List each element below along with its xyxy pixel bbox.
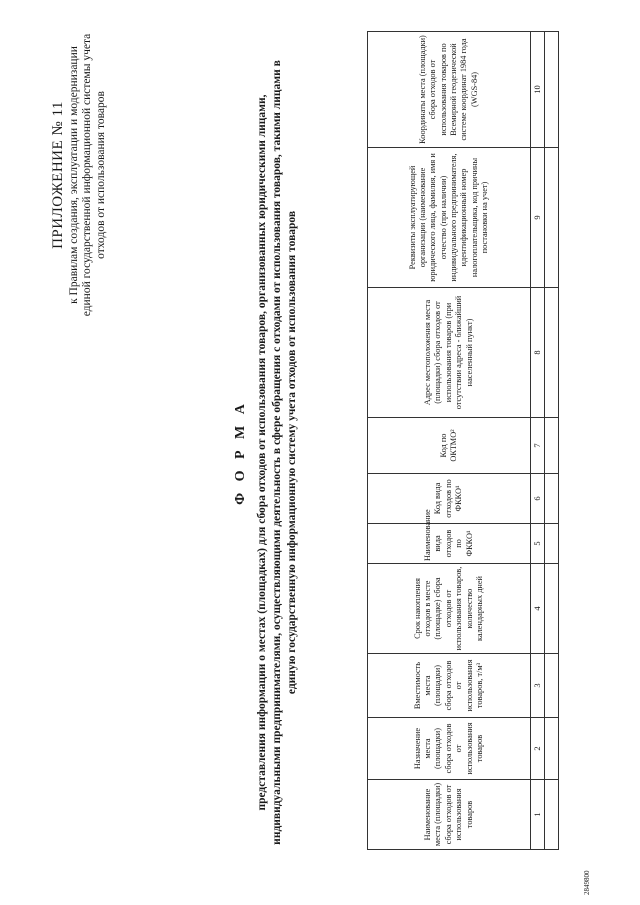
empty-cell	[544, 474, 558, 524]
empty-cell	[544, 418, 558, 474]
column-header: Адрес местоположения места (площадки) сбора отходов от использования товаров (при отсутствии адреса - ближайший населенный пункт)	[368, 288, 531, 418]
column-number: 2	[531, 718, 545, 780]
appendix-subtitle: к Правилам создания, эксплуатации и модернизации единой государственной информационной системы учета отходов от использования товаров	[67, 33, 107, 317]
column-header: Реквизиты эксплуатирующей организации (наименование юридического лица, фамилия, имя и отчество (при наличии) индивидуального предпринимателя, идентификационный номер налогоплательщика, код причины постановки на учет)	[368, 148, 531, 288]
column-number: 1	[531, 780, 545, 850]
empty-cell	[544, 148, 558, 288]
column-header: Координаты места (площадки) сбора отходов от использования товаров по Всемирной геодезической системе координат 1984 года (WGS-84)	[368, 32, 531, 148]
column-header: Назначение места (площадки) сбора отходов от использования товаров	[368, 718, 531, 780]
empty-cell	[544, 524, 558, 564]
column-number: 6	[531, 474, 545, 524]
column-number: 7	[531, 418, 545, 474]
empty-cell	[544, 780, 558, 850]
column-header: Вместимость места (площадки) сбора отходов от использования товаров, т/м³	[368, 654, 531, 718]
form-title: представления информации о местах (площадках) для сбора отходов от использования товаров, организованных юридическими лицами, индивидуальными предпринимателями, осуществляющими деятельность в сфере обращения с отходами от использования товаров, такими лицами в единую государственную информационную систему учета отходов от использования товаров	[256, 60, 298, 845]
column-number: 3	[531, 654, 545, 718]
column-number: 4	[531, 564, 545, 654]
empty-data-row	[544, 32, 558, 850]
column-header: Код вида отходов по ФККО¹	[368, 474, 531, 524]
column-header: Наименование места (площадки) сбора отходов от использования товаров	[368, 780, 531, 850]
appendix-title: ПРИЛОЖЕНИЕ № 11	[50, 101, 66, 249]
empty-cell	[544, 564, 558, 654]
form-heading: Ф О Р М А	[233, 400, 248, 505]
column-number: 8	[531, 288, 545, 418]
column-number: 5	[531, 524, 545, 564]
column-header: Наименование вида отходов по ФККО¹	[368, 524, 531, 564]
empty-cell	[544, 32, 558, 148]
appendix-block	[50, 30, 108, 320]
register-table	[367, 31, 559, 850]
document-number: 2849800	[583, 870, 591, 895]
empty-cell	[544, 718, 558, 780]
column-number: 10	[531, 32, 545, 148]
empty-cell	[544, 288, 558, 418]
column-number-row	[531, 32, 545, 850]
column-number: 9	[531, 148, 545, 288]
table-header-row	[368, 32, 531, 850]
column-header: Код по ОКТМО²	[368, 418, 531, 474]
empty-cell	[544, 654, 558, 718]
column-header: Срок накопления отходов в месте (площадке) сбора отходов от использования товаров, количество календарных дней	[368, 564, 531, 654]
